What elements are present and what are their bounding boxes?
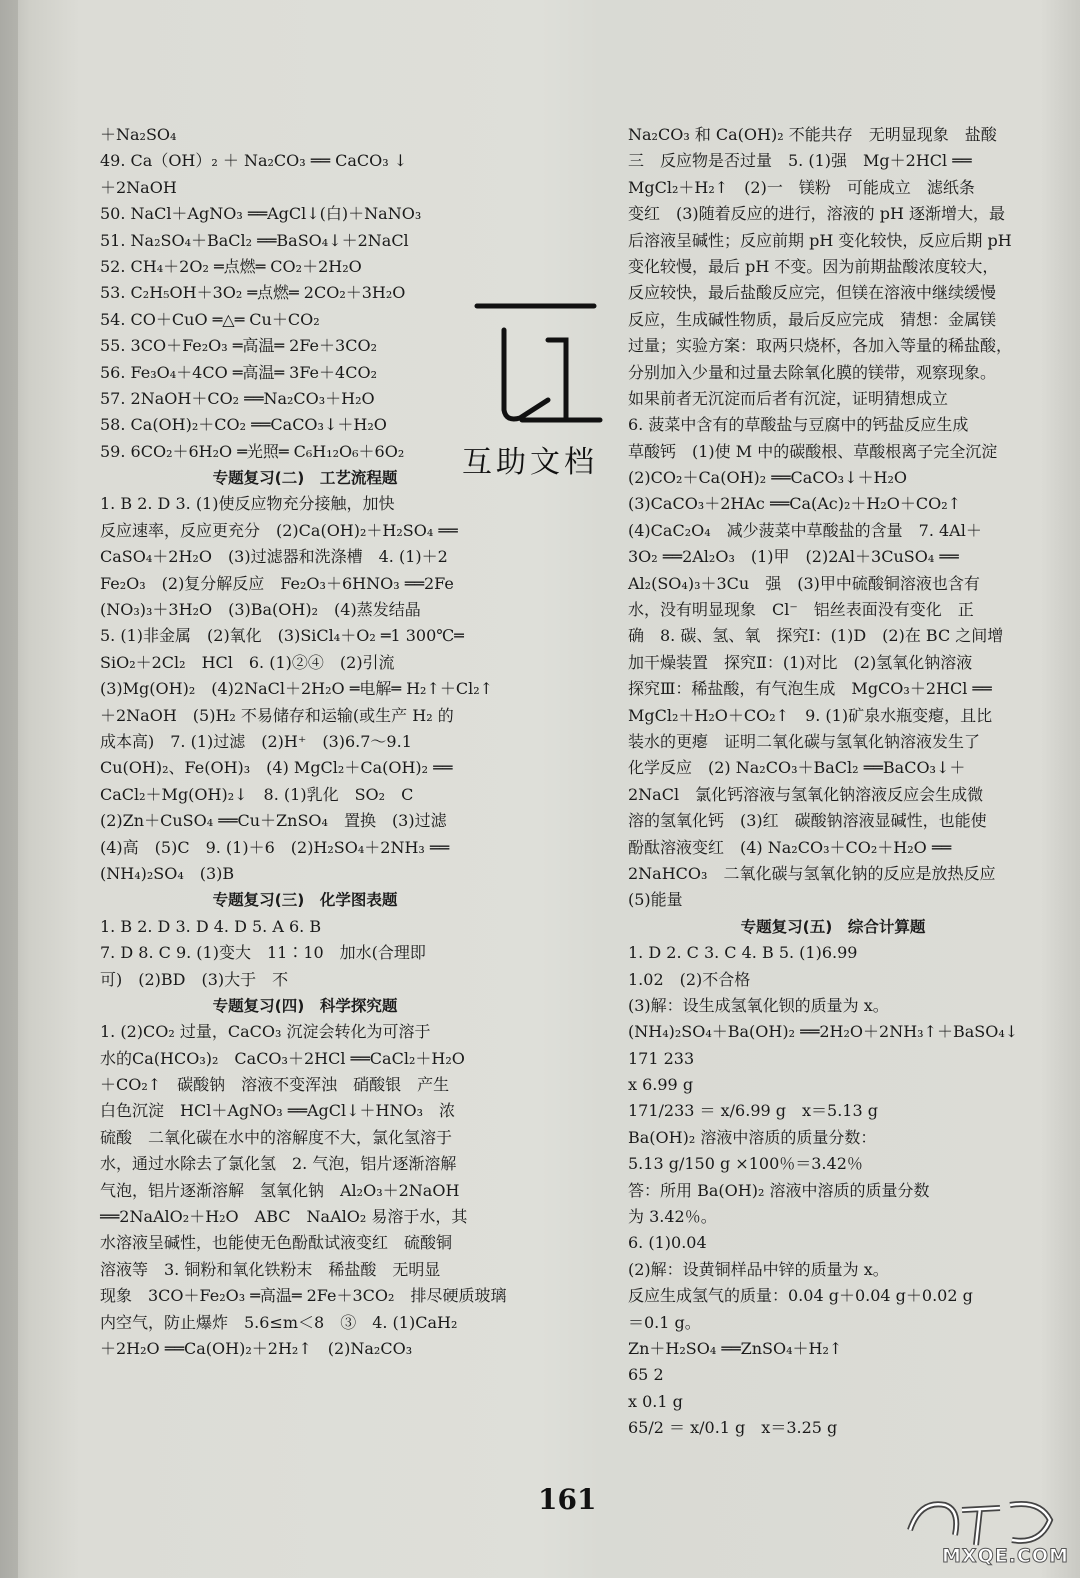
text-line: ══2NaAlO₂＋H₂O ABC NaAlO₂ 易溶于水，其 xyxy=(100,1207,468,1227)
page-number: 161 xyxy=(538,1483,597,1516)
text-line: (5)能量 xyxy=(628,890,683,910)
text-line: 58. Ca(OH)₂＋CO₂ ══CaCO₃↓＋H₂O xyxy=(100,415,387,435)
text-line: MgCl₂＋H₂O＋CO₂↑ 9. (1)矿泉水瓶变瘪，且比 xyxy=(628,705,993,725)
text-line: 装水的更瘪 证明二氧化碳与氢氧化钠溶液发生了 xyxy=(628,731,981,751)
text-line: 成本高) 7. (1)过滤 (2)H⁺ (3)6.7～9.1 xyxy=(100,731,412,751)
text-line: Fe₂O₃ (2)复分解反应 Fe₂O₃＋6HNO₃ ══2Fe xyxy=(100,573,454,593)
left-answer-column xyxy=(100,122,510,1362)
text-line: 5.13 g/150 g ×100％＝3.42％ xyxy=(628,1154,863,1174)
text-line: (NO₃)₃＋3H₂O (3)Ba(OH)₂ (4)蒸发结晶 xyxy=(100,600,421,620)
text-line: 答：所用 Ba(OH)₂ 溶液中溶质的质量分数 xyxy=(628,1180,930,1200)
text-line: 反应，生成碱性物质，最后反应完成 猜想：金属镁 xyxy=(628,309,997,329)
text-line: 5. (1)非金属 (2)氧化 (3)SiCl₄＋O₂ ═1 300℃═ xyxy=(100,626,464,646)
text-line: Ba(OH)₂ 溶液中溶质的质量分数： xyxy=(628,1127,877,1147)
text-line: 如果前者无沉淀而后者有沉淀，证明猜想成立 xyxy=(628,388,949,408)
text-line: (3)Mg(OH)₂ (4)2NaCl＋2H₂O ═电解═ H₂↑＋Cl₂↑ xyxy=(100,679,494,699)
text-line: 171 233 xyxy=(628,1048,695,1068)
text-line: (2)CO₂＋Ca(OH)₂ ══CaCO₃↓＋H₂O xyxy=(628,468,907,488)
text-line: 1. B 2. D 3. (1)使反应物充分接触，加快 xyxy=(100,494,395,514)
text-line: 3O₂ ══2Al₂O₃ (1)甲 (2)2Al＋3CuSO₄ ══ xyxy=(628,547,959,567)
text-line: (3)CaCO₃＋2HAc ══Ca(Ac)₂＋H₂O＋CO₂↑ xyxy=(628,494,962,514)
text-line: ＋CO₂↑ 碳酸钠 溶液不变浑浊 硝酸银 产生 xyxy=(100,1075,450,1095)
section-heading: 专题复习(五) 综合计算题 xyxy=(740,917,926,936)
text-line: SiO₂＋2Cl₂ HCl 6. (1)②④ (2)引流 xyxy=(100,652,395,672)
text-line: 硫酸 二氧化碳在水中的溶解度不大，氯化氢溶于 xyxy=(100,1127,453,1147)
text-line: 水溶液呈碱性，也能使无色酚酞试液变红 硫酸铜 xyxy=(100,1233,453,1253)
text-line: 65/2 ＝ x/0.1 g x＝3.25 g xyxy=(628,1418,838,1438)
text-line: 现象 3CO＋Fe₂O₃ ═高温═ 2Fe＋3CO₂ 排尽硬质玻璃 xyxy=(100,1286,507,1306)
text-line: 6. (1)0.04 xyxy=(628,1233,707,1253)
text-line: 7. D 8. C 9. (1)变大 11∶10 加水(合理即 xyxy=(100,943,426,963)
text-line: 55. 3CO＋Fe₂O₃ ═高温═ 2Fe＋3CO₂ xyxy=(100,336,377,356)
text-line: (2)Zn＋CuSO₄ ══Cu＋ZnSO₄ 置换 (3)过滤 xyxy=(100,811,447,831)
text-line: 1. (2)CO₂ 过量，CaCO₃ 沉淀会转化为可溶于 xyxy=(100,1022,431,1042)
text-line: 171/233 ＝ x/6.99 g x＝5.13 g xyxy=(628,1101,878,1121)
text-line: 1. B 2. D 3. D 4. D 5. A 6. B xyxy=(100,916,322,936)
text-line: (4)CaC₂O₄ 减少菠菜中草酸盐的含量 7. 4Al＋ xyxy=(628,520,982,540)
text-line: 气泡，铝片逐渐溶解 氢氧化钠 Al₂O₃＋2NaOH xyxy=(100,1180,460,1200)
text-line: ＋2NaOH xyxy=(100,177,177,197)
text-line: 后溶液呈碱性；反应前期 pH 变化较快，反应后期 pH xyxy=(628,230,1012,250)
text-line: 65 2 xyxy=(628,1365,664,1385)
section-heading: 专题复习(二) 工艺流程题 xyxy=(212,469,398,488)
text-line: 分别加入少量和过量去除氧化膜的镁带，观察现象。 xyxy=(628,362,997,382)
text-line: 白色沉淀 HCl＋AgNO₃ ══AgCl↓＋HNO₃ 浓 xyxy=(100,1101,456,1121)
text-line: 水，没有明显现象 Cl⁻ 铝丝表面没有变化 正 xyxy=(628,600,974,620)
text-line: 三 反应物是否过量 5. (1)强 Mg＋2HCl ══ xyxy=(628,151,972,171)
text-line: 57. 2NaOH＋CO₂ ══Na₂CO₃＋H₂O xyxy=(100,388,375,408)
text-line: 2NaHCO₃ 二氧化碳与氢氧化钠的反应是放热反应 xyxy=(628,863,996,883)
text-line: 化学反应 (2) Na₂CO₃＋BaCl₂ ══BaCO₃↓＋ xyxy=(628,758,966,778)
text-line: 56. Fe₃O₄＋4CO ═高温═ 3Fe＋4CO₂ xyxy=(100,362,377,382)
text-line: 水，通过水除去了氯化氢 2. 气泡，铝片逐渐溶解 xyxy=(100,1154,457,1174)
text-line: Zn＋H₂SO₄ ══ZnSO₄＋H₂↑ xyxy=(628,1338,843,1358)
text-line: 探究Ⅲ：稀盐酸，有气泡生成 MgCO₃＋2HCl ══ xyxy=(628,679,992,699)
text-line: CaSO₄＋2H₂O (3)过滤器和洗涤槽 4. (1)＋2 xyxy=(100,547,448,567)
text-line: 反应速率，反应更充分 (2)Ca(OH)₂＋H₂SO₄ ══ xyxy=(100,520,458,540)
corner-watermark-text: MXQE.COM xyxy=(942,1545,1069,1567)
text-line: (2)解：设黄铜样品中锌的质量为 x。 xyxy=(628,1259,889,1279)
text-line: x 6.99 g xyxy=(628,1075,694,1095)
text-line: ＋2NaOH (5)H₂ 不易储存和运输(或生产 H₂ 的 xyxy=(100,705,454,725)
text-line: 变红 (3)随着反应的进行，溶液的 pH 逐渐增大，最 xyxy=(628,204,1006,224)
text-line: MgCl₂＋H₂↑ (2)一 镁粉 可能成立 滤纸条 xyxy=(628,177,975,197)
text-line: 水的Ca(HCO₃)₂ CaCO₃＋2HCl ══CaCl₂＋H₂O xyxy=(100,1048,465,1068)
text-line: 59. 6CO₂＋6H₂O ═光照═ C₆H₁₂O₆＋6O₂ xyxy=(100,441,405,461)
section-heading: 专题复习(四) 科学探究题 xyxy=(212,996,398,1015)
text-line: ＝0.1 g。 xyxy=(628,1312,701,1332)
text-line: 溶液等 3. 铜粉和氧化铁粉末 稀盐酸 无明显 xyxy=(100,1259,441,1279)
text-line: 可) (2)BD (3)大于 不 xyxy=(100,969,289,989)
text-line: 1.02 (2)不合格 xyxy=(628,969,751,989)
text-line: 52. CH₄＋2O₂ ═点燃═ CO₂＋2H₂O xyxy=(100,256,362,276)
text-line: Cu(OH)₂、Fe(OH)₃ (4) MgCl₂＋Ca(OH)₂ ══ xyxy=(100,758,453,778)
text-line: 反应较快，最后盐酸反应完，但镁在溶液中继续缓慢 xyxy=(628,283,997,303)
text-line: Na₂CO₃ 和 Ca(OH)₂ 不能共存 无明显现象 盐酸 xyxy=(628,125,997,144)
text-line: 54. CO＋CuO ═△═ Cu＋CO₂ xyxy=(100,309,320,329)
text-line: 酚酞溶液变红 (4) Na₂CO₃＋CO₂＋H₂O ══ xyxy=(628,837,952,857)
text-line: 过量；实验方案：取两只烧杯，各加入等量的稀盐酸， xyxy=(628,336,1013,356)
page-edge-shadow xyxy=(0,0,18,1578)
text-line: CaCl₂＋Mg(OH)₂↓ 8. (1)乳化 SO₂ C xyxy=(100,784,414,804)
text-line: (3)解：设生成氢氧化钡的质量为 x。 xyxy=(628,995,889,1015)
text-line: 49. Ca（OH）₂ ＋ Na₂CO₃ ══ CaCO₃ ↓ xyxy=(100,151,408,171)
text-line: x 0.1 g xyxy=(628,1391,683,1411)
text-line: (NH₄)₂SO₄ (3)B xyxy=(100,863,235,883)
text-line: 草酸钙 (1)使 M 中的碳酸根、草酸根离子完全沉淀 xyxy=(628,441,998,461)
text-line: ＋2H₂O ══Ca(OH)₂＋2H₂↑ (2)Na₂CO₃ xyxy=(100,1338,413,1358)
text-line: 2NaCl 氯化钙溶液与氢氧化钠溶液反应会生成微 xyxy=(628,784,984,804)
text-line: 为 3.42％。 xyxy=(628,1207,717,1227)
right-answer-column xyxy=(628,122,1038,1442)
text-line: ＋Na₂SO₄ xyxy=(100,125,177,144)
text-line: 溶的氢氧化钙 (3)红 碳酸钠溶液显碱性，也能使 xyxy=(628,811,987,831)
watermark-text: 互助文档 xyxy=(462,445,598,480)
text-line: 内空气，防止爆炸 5.6≤m＜8 ③ 4. (1)CaH₂ xyxy=(100,1312,458,1332)
text-line: 53. C₂H₅OH＋3O₂ ═点燃═ 2CO₂＋3H₂O xyxy=(100,283,406,303)
text-line: (NH₄)₂SO₄＋Ba(OH)₂ ══2H₂O＋2NH₃↑＋BaSO₄↓ xyxy=(628,1022,1019,1042)
text-line: 变化较慢，最后 pH 不变。因为前期盐酸浓度较大， xyxy=(628,256,999,276)
text-line: 1. D 2. C 3. C 4. B 5. (1)6.99 xyxy=(628,943,858,963)
text-line: (4)高 (5)C 9. (1)＋6 (2)H₂SO₄＋2NH₃ ══ xyxy=(100,837,450,857)
text-line: 确 8. 碳、氢、氧 探究Ⅰ：(1)D (2)在 BC 之间增 xyxy=(628,626,1004,646)
text-line: 6. 菠菜中含有的草酸盐与豆腐中的钙盐反应生成 xyxy=(628,415,969,435)
text-line: 反应生成氢气的质量：0.04 g＋0.04 g＋0.02 g xyxy=(628,1286,973,1306)
section-heading: 专题复习(三) 化学图表题 xyxy=(212,891,398,910)
text-line: Al₂(SO₄)₃＋3Cu 强 (3)甲中硫酸铜溶液也含有 xyxy=(628,573,980,593)
text-line: 50. NaCl＋AgNO₃ ══AgCl↓(白)＋NaNO₃ xyxy=(100,204,422,224)
text-line: 51. Na₂SO₄＋BaCl₂ ══BaSO₄↓＋2NaCl xyxy=(100,230,409,250)
text-line: 加干燥装置 探究Ⅱ：(1)对比 (2)氢氧化钠溶液 xyxy=(628,652,973,672)
